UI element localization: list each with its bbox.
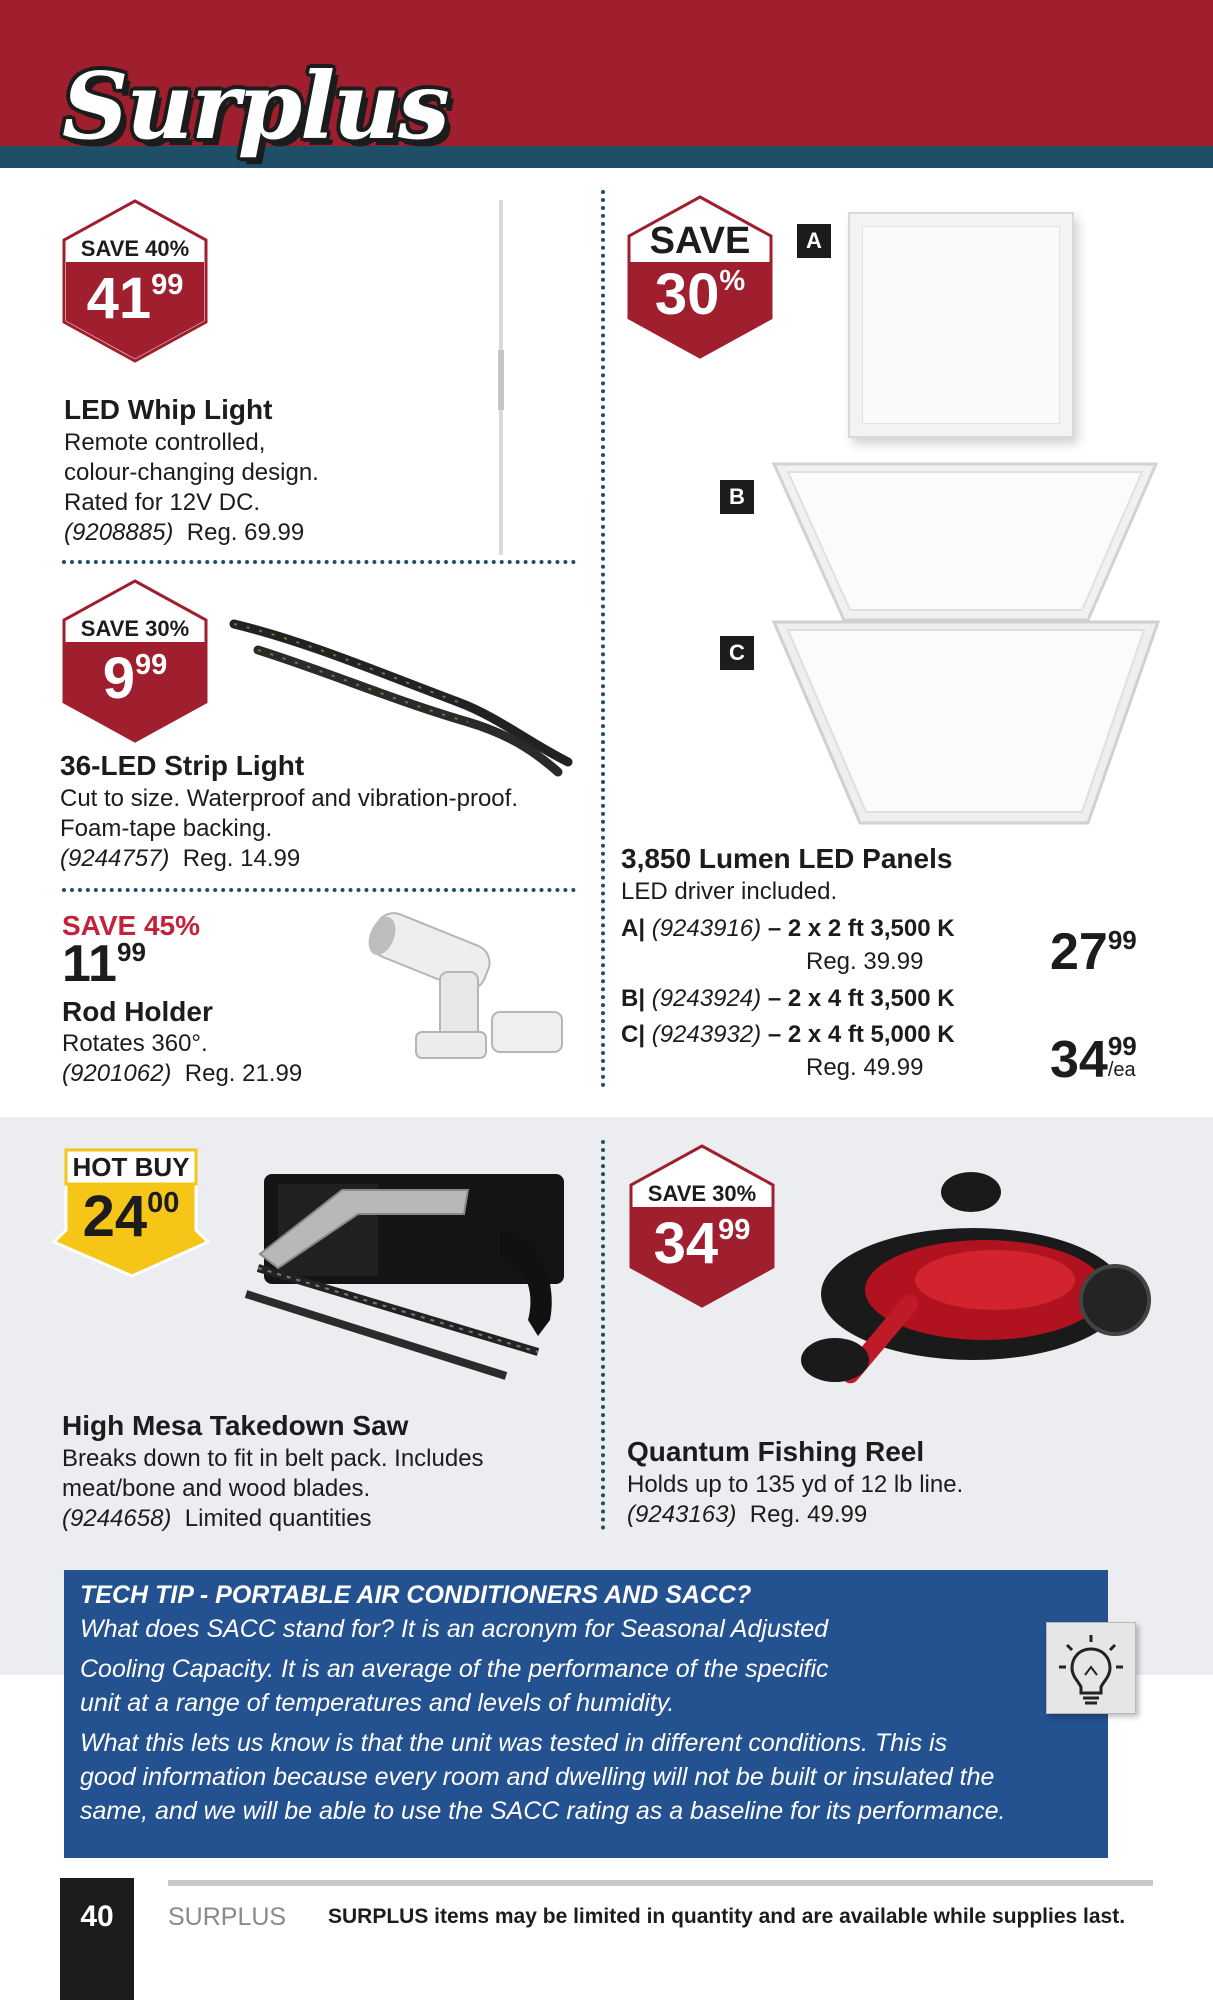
product-desc-whip: Remote controlled, colour-changing design. Rated for 12V DC. (9208885) Reg. 69.99 [64,429,319,546]
whip-light-image [494,200,508,555]
price-badge-strip [60,578,210,744]
sale-price-rod: $11^{99}$ [62,935,146,993]
save-label-rod: SAVE 45% [62,910,200,941]
badge-label: SAVE [649,220,751,262]
variant-b: B| (9243924) – 2 x 4 ft 3,500 K [621,985,955,1012]
product-desc-saw: Breaks down to fit in belt pack. Includes meat/bone and wood blades. (9244658) Limited quantities [62,1445,484,1532]
variant-a-reg: Reg. 39.99 [806,948,924,975]
panel-c-image [770,618,1162,828]
price-badge-panels [625,194,775,360]
tech-tip-line: good information because every room and dwelling will not be built or insulated the [80,1763,995,1791]
product-name-rod: Rod Holder [62,996,213,1027]
product-name-reel: Quantum Fishing Reel [627,1436,925,1467]
label-c: C [720,636,754,670]
product-desc-reel: Holds up to 135 yd of 12 lb line. (9243163) Reg. 49.99 [627,1471,964,1528]
product-desc-panels: LED driver included. [621,878,838,905]
page-number: 40 [60,1878,134,2000]
variant-bc-reg: Reg. 49.99 [806,1054,924,1081]
fishing-reel-image [795,1170,1160,1406]
product-desc-rod: Rotates 360°. (9201062) Reg. 21.99 [62,1030,303,1087]
tech-tip-line: same, and we will be able to use the SACC rating as a baseline for its performance. [80,1797,1006,1825]
footer-rule [168,1880,1153,1886]
price-badge-whip [60,198,210,364]
tech-tip-line: What this lets us know is that the unit was tested in different conditions. This is [80,1729,948,1757]
badge-label: HOT BUY [72,1152,190,1182]
sale-price: $34^{99}$ [653,1211,751,1276]
product-name-saw: High Mesa Takedown Saw [62,1410,409,1441]
sale-price: $41^{99}$ [86,266,184,331]
sale-price: $9^{99}$ [102,646,168,711]
rod-holder-image [360,908,575,1073]
label-a: A [797,224,831,258]
product-name-strip: 36-LED Strip Light [60,750,305,781]
tech-tip-line: What does SACC stand for? It is an acronym for Seasonal Adjusted [80,1615,829,1643]
product-name-whip: LED Whip Light [64,394,273,425]
divider-vertical-top [601,190,605,1088]
price-badge-reel [627,1143,777,1309]
price-panel-a: $27^{99}$ [1050,923,1137,981]
tech-tip-line: Cooling Capacity. It is an average of the performance of the specific [80,1655,829,1683]
product-name-panels: 3,850 Lumen LED Panels [621,843,953,874]
label-b: B [720,480,754,514]
tech-tip-title: TECH TIP - PORTABLE AIR CONDITIONERS AND SACC? [80,1581,752,1609]
divider-horizontal-1 [62,560,576,564]
badge-label: SAVE 40% [80,236,190,261]
footer-section: SURPLUS [168,1903,287,1931]
badge-label: SAVE 30% [647,1181,757,1206]
divider-horizontal-2 [62,888,576,892]
takedown-saw-image [238,1170,578,1392]
variant-c: C| (9243932) – 2 x 4 ft 5,000 K [621,1021,955,1048]
badge-label: SAVE 30% [80,616,190,641]
panel-b-image [770,460,1160,625]
tech-tip-line: unit at a range of temperatures and levels of humidity. [80,1689,675,1717]
page-title: Surplus [62,52,448,160]
lightbulb-icon [1046,1622,1136,1714]
badge-percent: 30% [654,262,746,327]
variant-a: A| (9243916) – 2 x 2 ft 3,500 K [621,915,955,942]
product-desc-strip: Cut to size. Waterproof and vibration-proof. Foam-tape backing. (9244757) Reg. 14.99 [60,785,518,872]
price-panel-bc: 34 99 /ea [1050,1031,1137,1089]
sale-price: $24^{00}$ [82,1184,180,1249]
footer-note: SURPLUS items may be limited in quantity and are available while supplies last. [328,1905,1126,1928]
panel-a-image [848,212,1074,438]
divider-vertical-bottom [601,1140,605,1530]
hot-buy-badge [52,1146,210,1278]
tech-tip-box [64,1570,1108,1858]
